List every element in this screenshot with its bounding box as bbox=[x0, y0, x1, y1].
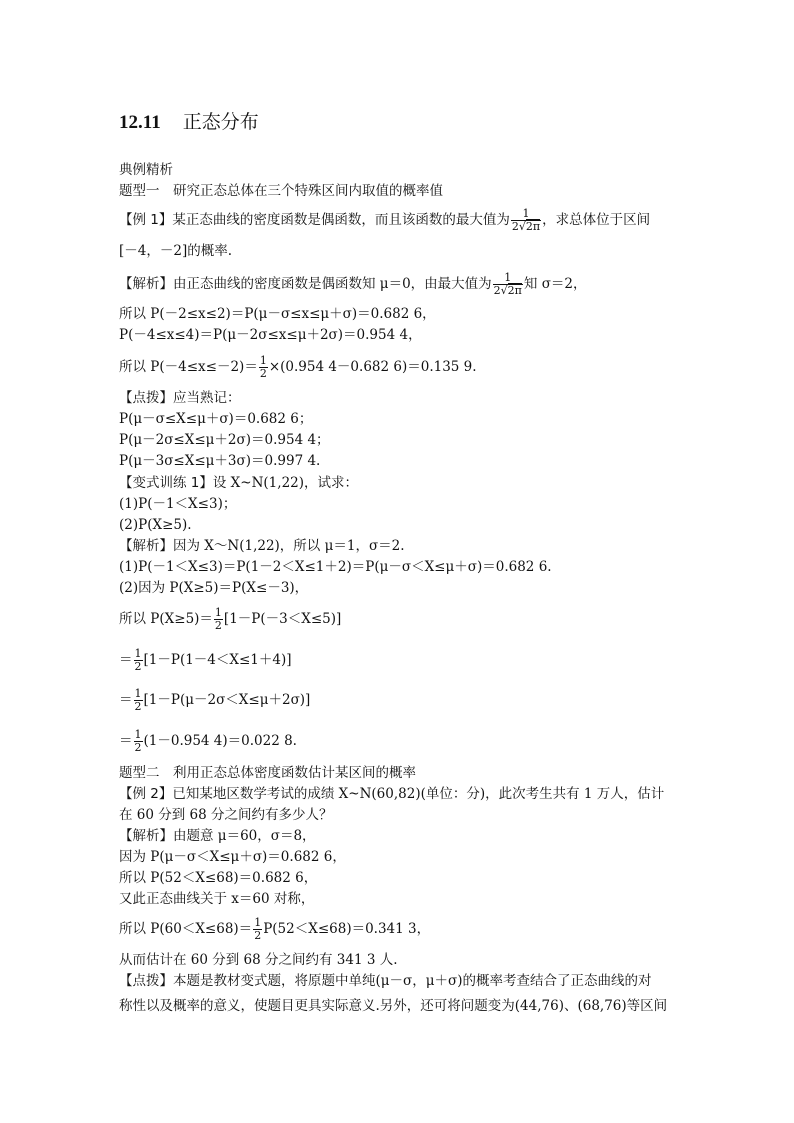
solution2-line2: (1)P(－1＜X≤3)＝P(1－2＜X≤1＋2)＝P(μ－σ＜X≤μ＋σ)＝0.682 6. bbox=[119, 559, 552, 575]
fraction-max-value: $\frac{1}{2√2\pi}$ bbox=[511, 207, 541, 233]
variant1-q1: (1)P(－1＜X≤3)； bbox=[119, 496, 237, 512]
fraction-half: $\frac{1}{2}$ bbox=[134, 687, 142, 713]
solution3-line4: 又此正态曲线关于 x＝60 对称， bbox=[119, 891, 315, 907]
page-title bbox=[119, 107, 259, 134]
solution1-line4: 所以 P(－4≤x≤－2)＝ $\frac{1}{2}$ ×(0.954 4－0.682 6)＝0.135 9. bbox=[119, 354, 477, 380]
solution3-line3: 所以 P(52＜X≤68)＝0.682 6， bbox=[119, 870, 318, 886]
tip2-line1: 【点拨】本题是教材变式题，将原题中单纯(μ－σ，μ＋σ)的概率考查结合了正态曲线的对 bbox=[119, 973, 652, 989]
solution2-line4: 所以 P(X≥5)＝ $\frac{1}{2}$ [1－P(－3＜X≤5)] bbox=[119, 606, 342, 632]
solution2-line1: 【解析】因为 X～N(1,22)，所以 μ＝1，σ＝2. bbox=[119, 538, 405, 554]
solution3-line5: 所以 P(60＜X≤68)＝ $\frac{1}{2}$ P(52＜X≤68)＝0.341 3， bbox=[119, 916, 431, 942]
solution2-line7: ＝ $\frac{1}{2}$ (1－0.954 4)＝0.022 8. bbox=[119, 728, 297, 754]
solution3-line1: 【解析】由题意 μ＝60，σ＝8， bbox=[119, 828, 316, 844]
section-title: 正态分布 bbox=[182, 111, 259, 133]
type2-heading: 题型二 利用正态总体密度函数估计某区间的概率 bbox=[119, 765, 416, 781]
fraction-max-value: $\frac{1}{2√2\pi}$ bbox=[493, 271, 522, 297]
solution2-line6: ＝ $\frac{1}{2}$ [1－P(μ－2σ＜X≤μ＋2σ)] bbox=[119, 687, 311, 713]
variant1-q2: (2)P(X≥5). bbox=[119, 517, 192, 533]
example2-line1: 【例 2】已知某地区数学考试的成绩 X~N(60,82)(单位：分)，此次考生共有 1 万人，估计 bbox=[119, 786, 665, 802]
tip1-line2: P(μ－σ≤X≤μ＋σ)＝0.682 6； bbox=[119, 411, 313, 427]
solution3-line6: 从而估计在 60 分到 68 分之间约有 341 3 人. bbox=[119, 952, 398, 968]
fraction-half: $\frac{1}{2}$ bbox=[259, 354, 267, 380]
type1-heading: 题型一 研究正态总体在三个特殊区间内取值的概率值 bbox=[119, 183, 443, 199]
solution2-line5: ＝ $\frac{1}{2}$ [1－P(1－4＜X≤1＋4)] bbox=[119, 647, 292, 673]
fraction-half: $\frac{1}{2}$ bbox=[214, 606, 222, 632]
solution1-line1: 【解析】由正态曲线的密度函数是偶函数知 μ＝0，由最大值为 $\frac{1}{2√2\pi}$ 知 σ＝2， bbox=[119, 271, 587, 297]
tip1-line4: P(μ－3σ≤X≤μ＋3σ)＝0.997 4. bbox=[119, 453, 321, 469]
fraction-half: $\frac{1}{2}$ bbox=[134, 728, 142, 754]
section-number: 12.11 bbox=[119, 112, 161, 133]
tip1-line1: 【点拨】应当熟记： bbox=[119, 390, 241, 406]
example1-line2: [－4，－2]的概率. bbox=[119, 243, 233, 259]
solution3-line2: 因为 P(μ－σ＜X≤μ＋σ)＝0.682 6， bbox=[119, 849, 346, 865]
example1-line1: 【例 1】某正态曲线的密度函数是偶函数，而且该函数的最大值为 $\frac{1}{2√2\pi}$ ，求总体位于区间 bbox=[119, 207, 651, 233]
tip2-line2: 称性以及概率的意义，使题目更具实际意义.另外，还可将问题变为(44,76)、(68,76)等区间 bbox=[119, 998, 668, 1014]
solution1-line2: 所以 P(－2≤x≤2)＝P(μ－σ≤x≤μ＋σ)＝0.682 6， bbox=[119, 306, 436, 322]
example2-line2: 在 60 分到 68 分之间约有多少人？ bbox=[119, 807, 333, 823]
variant1-line1: 【变式训练 1】设 X~N(1,22)，试求： bbox=[119, 475, 359, 491]
fraction-half: $\frac{1}{2}$ bbox=[134, 647, 142, 673]
solution1-line3: P(－4≤x≤4)＝P(μ－2σ≤x≤μ＋2σ)＝0.954 4， bbox=[119, 327, 422, 343]
tip1-line3: P(μ－2σ≤X≤μ＋2σ)＝0.954 4； bbox=[119, 432, 330, 448]
solution2-line3: (2)因为 P(X≥5)＝P(X≤－3)， bbox=[119, 580, 309, 596]
section-header: 典例精析 bbox=[119, 162, 173, 178]
fraction-half: $\frac{1}{2}$ bbox=[254, 916, 262, 942]
